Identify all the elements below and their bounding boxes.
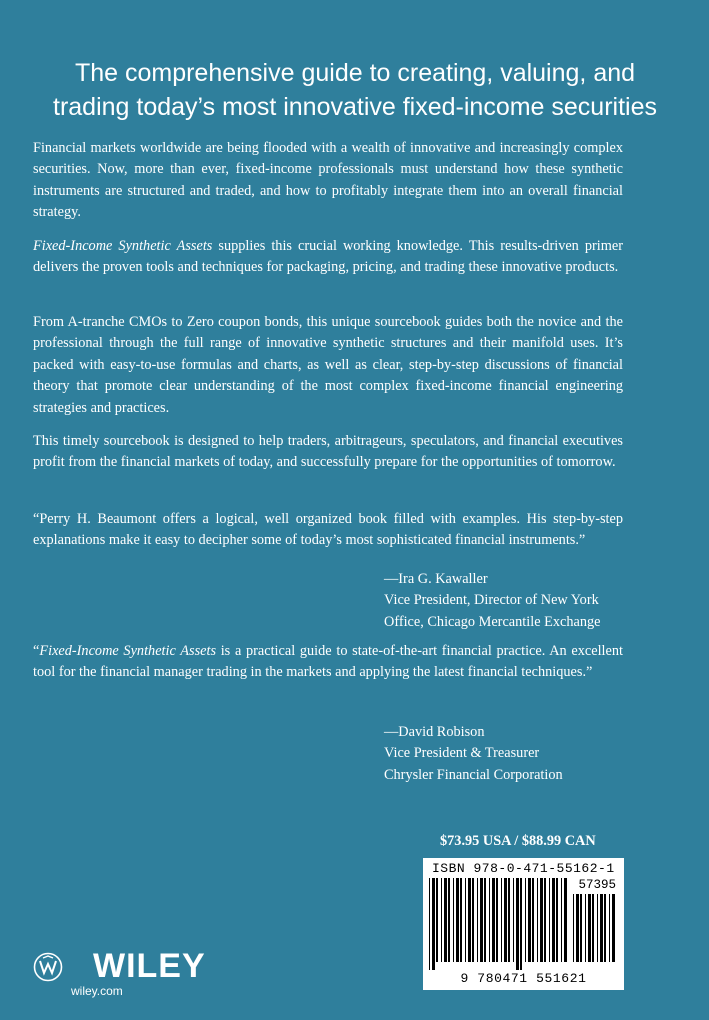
barcode-bar bbox=[501, 878, 502, 962]
barcode-bar bbox=[600, 894, 603, 962]
barcode-bar bbox=[444, 878, 447, 962]
barcode-bar bbox=[465, 878, 466, 962]
supplement-number: 57395 bbox=[578, 878, 616, 892]
barcode-bar bbox=[477, 878, 478, 962]
book-title-italic: Fixed-Income Synthetic Assets bbox=[33, 238, 213, 254]
barcode-bar bbox=[576, 894, 579, 962]
barcode-bar bbox=[441, 878, 442, 962]
barcode-bar bbox=[453, 878, 454, 962]
quote-robison bbox=[33, 641, 623, 684]
barcode-bar bbox=[432, 878, 435, 970]
barcode-bars bbox=[429, 878, 569, 970]
publisher-url: wiley.com bbox=[71, 984, 123, 998]
attribution-title-4: Chrysler Financial Corporation bbox=[384, 766, 563, 783]
barcode-number: 9 780471 551621 bbox=[460, 971, 587, 986]
barcode-bar bbox=[549, 878, 550, 962]
barcode-bar bbox=[604, 894, 606, 962]
supplement-bars bbox=[573, 894, 619, 970]
headline-line-1: The comprehensive guide to creating, valuing, and bbox=[74, 59, 636, 87]
barcode-bar bbox=[612, 894, 615, 962]
attribution-title-1: Vice President, Director of New York bbox=[384, 592, 599, 609]
paragraph-sourcebook: From A-tranche CMOs to Zero coupon bonds, this unique sourcebook guides both the novice and the professional through the full range of innovative synthetic structures and their manifold uses. It’s packed with easy-to-use formulas and charts, as well as clear, step-by-step discussions of financial theory that promote clear understanding of the most complex fixed-income financial engineering strategies and practices. bbox=[33, 314, 623, 416]
quote-kawaller: “Perry H. Beaumont offers a logical, well organized book filled with examples. His step-by-step explanations make it easy to decipher some of today’s most sophisticated financial instruments.” bbox=[33, 511, 623, 549]
barcode-bar bbox=[436, 878, 438, 962]
barcode-bar bbox=[520, 878, 522, 970]
barcode-bar bbox=[588, 894, 591, 962]
barcode-bar bbox=[456, 878, 459, 962]
barcode-bar bbox=[460, 878, 462, 962]
attribution-title-2: Office, Chicago Mercantile Exchange bbox=[384, 613, 601, 630]
paragraph-timely: This timely sourcebook is designed to help traders, arbitrageurs, speculators, and financial executives profit from the financial markets of today, and successfully prepare for the opportunities of tomorrow. bbox=[33, 433, 623, 471]
barcode-bar bbox=[561, 878, 562, 962]
price-label: $73.95 USA / $88.99 CAN bbox=[440, 833, 596, 849]
barcode-box bbox=[423, 858, 624, 990]
wiley-emblem-icon bbox=[33, 952, 63, 982]
barcode-bar bbox=[472, 878, 474, 962]
barcode-bar bbox=[564, 878, 567, 962]
barcode-bar bbox=[484, 878, 486, 962]
barcode-bar bbox=[580, 894, 582, 962]
attribution-robison bbox=[384, 722, 684, 786]
quote-open-mark: “ bbox=[33, 643, 40, 659]
barcode-bar bbox=[496, 878, 498, 962]
barcode-bar bbox=[556, 878, 558, 962]
attribution-name-2: —David Robison bbox=[384, 724, 485, 740]
headline-line-2: trading today’s most innovative fixed-income securities bbox=[53, 93, 657, 121]
barcode-bar bbox=[528, 878, 531, 962]
barcode-bar bbox=[516, 878, 519, 970]
barcode-bar bbox=[492, 878, 495, 962]
barcode-bar bbox=[508, 878, 510, 962]
attribution-kawaller bbox=[384, 569, 684, 633]
barcode-bar bbox=[552, 878, 555, 962]
barcode-bar bbox=[513, 878, 514, 962]
barcode-bar bbox=[540, 878, 543, 962]
barcode-bar bbox=[585, 894, 586, 962]
barcode-bar bbox=[480, 878, 483, 962]
book-title-italic-2: Fixed-Income Synthetic Assets bbox=[39, 643, 217, 659]
barcode-bar bbox=[573, 894, 574, 962]
barcode-bar bbox=[609, 894, 610, 962]
quote-robison-text: is a practical guide to state-of-the-art financial practice. An excellent tool for the financial manager trading in the markets and applying the latest financial techniques.” bbox=[33, 643, 623, 681]
isbn-label: ISBN 978-0-471-55162-1 bbox=[432, 861, 615, 876]
barcode-bar bbox=[597, 894, 598, 962]
publisher-name: WILEY bbox=[93, 947, 206, 985]
barcode-bar bbox=[448, 878, 450, 962]
barcode-bar bbox=[532, 878, 534, 962]
barcode-bar bbox=[429, 878, 430, 970]
barcode-bar bbox=[525, 878, 526, 962]
attribution-name: —Ira G. Kawaller bbox=[384, 571, 488, 587]
barcode-bar bbox=[489, 878, 490, 962]
barcode-bar bbox=[468, 878, 471, 962]
cover-headline bbox=[40, 56, 670, 124]
barcode-bar bbox=[504, 878, 507, 962]
barcode-bar bbox=[544, 878, 546, 962]
barcode-bar bbox=[537, 878, 538, 962]
barcode-bar bbox=[592, 894, 594, 962]
paragraph-supplies bbox=[33, 236, 623, 279]
attribution-title-3: Vice President & Treasurer bbox=[384, 745, 540, 762]
paragraph-supplies-text: supplies this crucial working knowledge. This results-driven primer delivers the proven tools and techniques for packaging, pricing, and trading these innovative products. bbox=[33, 238, 623, 276]
paragraph-intro: Financial markets worldwide are being flooded with a wealth of innovative and increasingly complex securities. Now, more than ever, fixed-income professionals must understand how these synthetic instruments are structured and traded, and how to profitably integrate them into an overall financial strategy. bbox=[33, 140, 623, 221]
